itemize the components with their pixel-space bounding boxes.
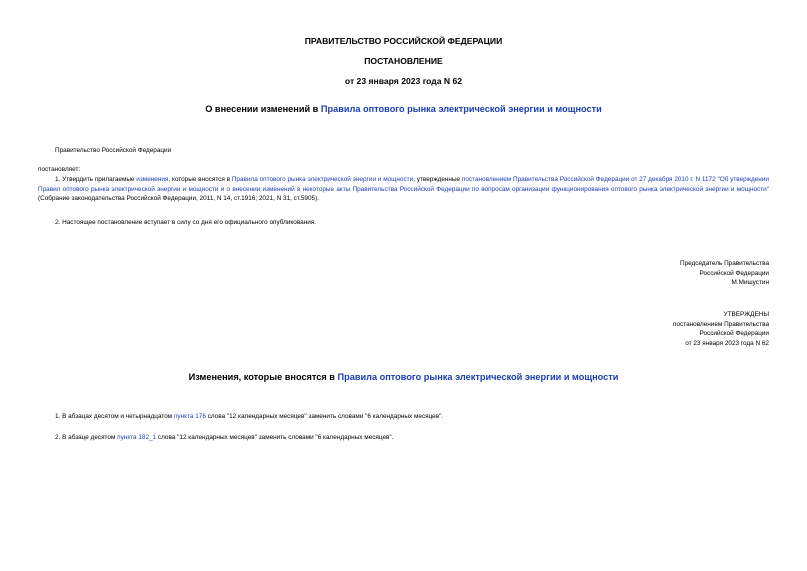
- p1-changes-link[interactable]: изменения: [136, 176, 169, 183]
- change-item-1: [55, 412, 443, 422]
- government-heading: ПРАВИТЕЛЬСТВО РОССИЙСКОЙ ФЕДЕРАЦИИ: [304, 36, 503, 46]
- item1-text-1: 1. В абзацах десятом и четырнадцатом: [55, 413, 174, 420]
- document-title: [0, 104, 807, 114]
- item2-text-2: слова "12 календарных месяцев" заменить словами "6 календарных месяцев".: [156, 434, 394, 441]
- p1-text-1: 1. Утвердить прилагаемые: [55, 176, 137, 183]
- change-item-2: [55, 433, 393, 443]
- item2-point-link[interactable]: пункта 182_1: [117, 434, 157, 441]
- approved-block: [673, 310, 769, 348]
- approved-line-1: УТВЕРЖДЕНЫ: [723, 311, 769, 318]
- item2-text-1: 2. В абзаце десятом: [55, 434, 118, 441]
- title-rules-link[interactable]: Правила оптового рынка электрической энергии и мощности: [320, 104, 602, 114]
- signature-line-1: Председатель Правительства: [680, 260, 769, 267]
- approved-line-2: постановлением Правительства: [673, 320, 769, 328]
- p1-text-3: , утвержденные: [413, 176, 462, 183]
- changes-title-prefix: Изменения, которые вносятся в: [188, 372, 338, 382]
- p1-rules-link[interactable]: Правила оптового рынка электрической энергии и мощности: [231, 176, 414, 183]
- changes-title-rules-link[interactable]: Правила оптового рынка электрической энергии и мощности: [337, 372, 619, 382]
- document-type: ПОСТАНОВЛЕНИЕ: [364, 56, 443, 66]
- title-prefix: О внесении изменений в: [205, 104, 321, 114]
- p1-resolution-link[interactable]: постановлением Правительства Российской Федерации от 27 декабря 2010 г. N 1172 "Об утверждении Правил оптового рынка электрической энергии и мощности и о внесении изменений в некоторые акты Правительства Российской Федерации по вопросам организации функционирования оптового рынка электрической энергии и мощности": [38, 176, 769, 193]
- resolves-text: постановляет:: [38, 166, 81, 173]
- approved-line-3: Российской Федерации: [699, 330, 769, 338]
- item1-point-link[interactable]: пункта 176: [173, 413, 206, 420]
- signature-block: [680, 259, 769, 288]
- paragraph-2: 2. Настоящее постановление вступает в силу со дня его официального опубликования.: [55, 219, 317, 226]
- signature-line-2: Российской Федерации: [699, 269, 769, 277]
- p1-text-4: (Собрание законодательства Российской Федерации, 2011, N 14, ст.1916; 2021, N 31, ст.5905).: [38, 195, 319, 203]
- approved-line-4: от 23 января 2023 года N 62: [685, 339, 769, 347]
- p1-text-2: , которые вносятся в: [168, 176, 232, 183]
- issuer-text: Правительство Российской Федерации: [55, 147, 172, 154]
- item1-text-2: слова "12 календарных месяцев" заменить словами "6 календарных месяцев".: [205, 413, 444, 420]
- paragraph-1: [38, 175, 769, 204]
- signature-line-3: М.Мишустин: [731, 279, 769, 287]
- document-date: от 23 января 2023 года N 62: [344, 76, 463, 86]
- changes-title: [0, 372, 807, 382]
